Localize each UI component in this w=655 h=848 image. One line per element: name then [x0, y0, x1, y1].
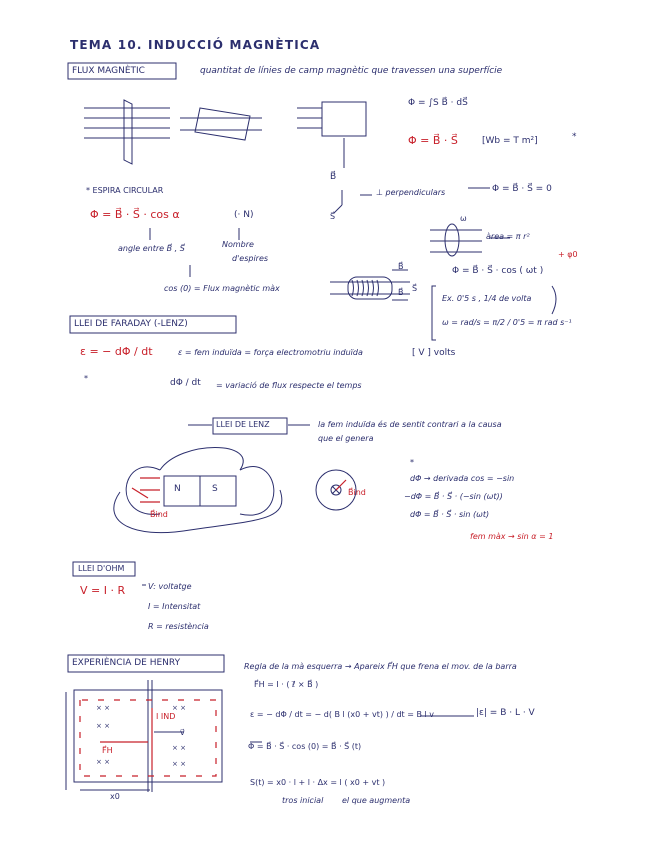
henry-flux-eq: Φ = B⃗ · S⃗ · cos (0) = B⃗ · S⃗ (t): [248, 742, 362, 751]
dphi-definition: = variació de flux respecte el temps: [216, 381, 362, 390]
henry-heading: EXPERIÈNCIA DE HENRY: [72, 658, 181, 668]
svg-text:× ×: × ×: [172, 704, 186, 712]
henry-i-ind: I IND: [156, 712, 176, 721]
derivative-line-3: dΦ = B⃗ · S⃗ · sin (ωt): [410, 510, 490, 519]
svg-text:× ×: × ×: [96, 704, 110, 712]
fem-definition: ε = fem induïda = força electromotriu induïda: [178, 348, 363, 357]
omega-calc: ω = rad/s = π/2 / 0'5 = π rad s⁻¹: [442, 318, 572, 327]
ohm-i-def: I = Intensitat: [148, 602, 201, 611]
faraday-star: *: [84, 374, 88, 383]
area-label: àrea = π r²: [486, 232, 530, 241]
ohm-heading: LLEI D'OHM: [78, 564, 125, 573]
flux-definition: quantitat de línies de camp magnètic que travessen una superfície: [200, 66, 503, 76]
perp-result: Φ = B⃗ · S⃗ = 0: [492, 184, 552, 194]
derivative-star: *: [410, 458, 414, 467]
flux-unit-mark: *: [572, 132, 577, 142]
lenz-label: LLEI DE LENZ: [216, 420, 270, 429]
perp-S-label: S⃗: [330, 212, 336, 221]
plus-phi-label: + φ0: [558, 250, 578, 259]
dphi-label: dΦ / dt: [170, 378, 201, 388]
espira-times-n: (· N): [234, 210, 254, 220]
lenz-text-1: la fem induïda és de sentit contrari a la causa: [318, 420, 502, 429]
espira-heading: * ESPIRA CIRCULAR: [86, 186, 164, 195]
omega-label: ω: [460, 214, 467, 223]
henry-fh-label: F⃗H: [102, 746, 113, 755]
coil-B1: B⃗: [398, 262, 404, 271]
espira-formula: Φ = B⃗ · S⃗ · cos α: [90, 208, 180, 221]
henry-note-2: el que augmenta: [342, 796, 411, 805]
n-label-1: Nombre: [222, 240, 254, 249]
flux-integral: Φ = ∫S B⃗ · dS⃗: [408, 98, 468, 108]
svg-text:× ×: × ×: [96, 758, 110, 766]
ohm-formula: V = I · R: [80, 584, 126, 597]
cos0-text: cos (0) = Flux magnètic màx: [164, 284, 280, 293]
example-line: Ex. 0'5 s , 1/4 de volta: [442, 294, 532, 303]
derivative-line-1: dΦ → derivada cos = −sin: [410, 474, 515, 483]
fem-unit: [ V ] volts: [412, 348, 456, 358]
magnet-S: S: [212, 484, 218, 494]
lenz-text-2: que el genera: [318, 434, 374, 443]
henry-v-label: v⃗: [180, 728, 185, 737]
svg-text:× ×: × ×: [172, 760, 186, 768]
flux-heading: FLUX MAGNÈTIC: [72, 66, 145, 76]
henry-note-1: tros inicial: [282, 796, 324, 805]
coil-B2: B⃗: [398, 288, 404, 297]
henry-s-eq: S(t) = x0 · l + l · Δx = l ( x0 + vt ): [250, 778, 386, 787]
angle-label: angle entre B⃗ , S⃗: [118, 244, 185, 253]
ohm-r-def: R = resistència: [148, 622, 209, 631]
flux-formula: Φ = B⃗ · S⃗: [408, 134, 458, 147]
henry-fh: F⃗H = I · ( ℓ⃗ × B⃗ ): [254, 680, 319, 689]
n-label-2: d'espires: [232, 254, 269, 263]
perp-text: ⊥ perpendiculars: [376, 188, 446, 197]
svg-text:× ×: × ×: [96, 722, 110, 730]
bind-label-1: B⃗ind: [150, 510, 168, 519]
henry-rule: Regla de la mà esquerra → Apareix F⃗H que frena el mov. de la barra: [244, 662, 517, 671]
ohm-v-def: V: voltatge: [148, 582, 192, 591]
fem-max: fem màx → sin α = 1: [470, 532, 554, 541]
henry-emf: ε = − dΦ / dt = − d( B l (x0 + vt) ) / dt = B l v: [250, 710, 435, 719]
faraday-heading: LLEI DE FARADAY (-LENZ): [74, 319, 188, 329]
henry-x0-label: x0: [110, 792, 120, 801]
rot-formula: Φ = B⃗ · S⃗ · cos ( ωt ): [452, 266, 544, 276]
henry-emf-result: |ε| = B · L · V: [476, 708, 535, 718]
svg-text:× ×: × ×: [172, 744, 186, 752]
coil-S: S⃗: [412, 284, 418, 293]
flux-unit: [Wb = T m²]: [482, 136, 538, 146]
magnet-N: N: [174, 484, 181, 494]
perp-B-label: B⃗: [330, 172, 337, 182]
derivative-line-2: −dΦ = B⃗ · S⃗ · (−sin (ωt)): [404, 492, 503, 501]
page-title: TEMA 10. INDUCCIÓ MAGNÈTICA: [70, 38, 321, 52]
bind-label-2: B⃗ind: [348, 488, 366, 497]
faraday-formula: ε = − dΦ / dt: [80, 345, 153, 358]
